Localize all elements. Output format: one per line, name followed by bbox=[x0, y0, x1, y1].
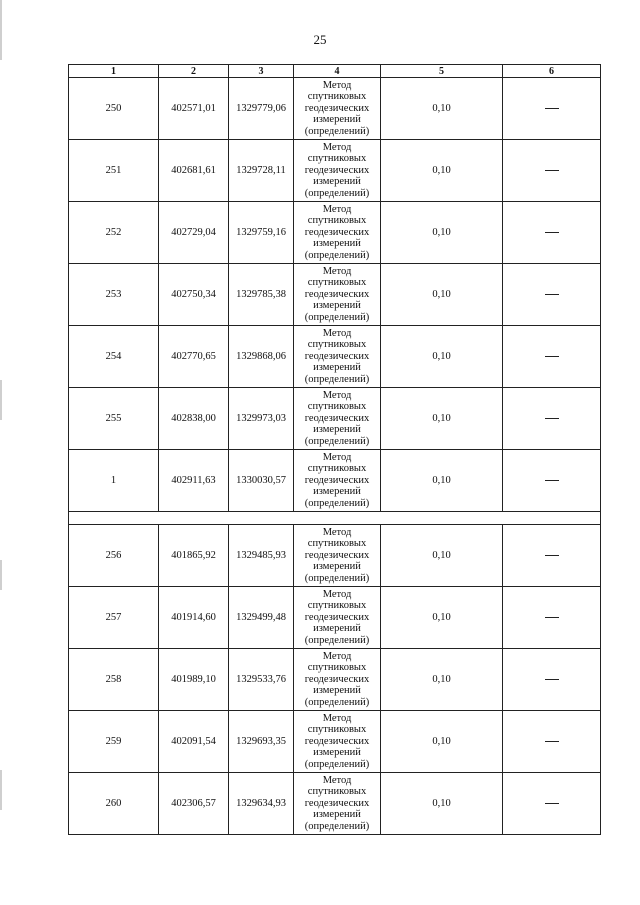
x-coordinate-cell: 402571,01 bbox=[159, 78, 229, 140]
dash-mark bbox=[545, 170, 559, 171]
table-row bbox=[69, 140, 601, 202]
note-cell bbox=[503, 525, 601, 587]
x-coordinate-cell: 402750,34 bbox=[159, 264, 229, 326]
method-cell: Метод спутниковых геодезических измерений (определений) bbox=[294, 388, 381, 450]
table-row bbox=[69, 525, 601, 587]
x-coordinate-cell: 402911,63 bbox=[159, 450, 229, 512]
point-number-cell: 250 bbox=[69, 78, 159, 140]
dash-mark bbox=[545, 418, 559, 419]
y-coordinate-cell: 1329973,03 bbox=[229, 388, 294, 450]
margin-scan-mark bbox=[0, 770, 2, 810]
column-header: 4 bbox=[294, 65, 381, 78]
y-coordinate-cell: 1329785,38 bbox=[229, 264, 294, 326]
dash-mark bbox=[545, 294, 559, 295]
y-coordinate-cell: 1329533,76 bbox=[229, 649, 294, 711]
point-number-cell: 255 bbox=[69, 388, 159, 450]
method-cell: Метод спутниковых геодезических измерений (определений) bbox=[294, 78, 381, 140]
method-cell: Метод спутниковых геодезических измерений (определений) bbox=[294, 140, 381, 202]
table-row bbox=[69, 450, 601, 512]
note-cell bbox=[503, 388, 601, 450]
y-coordinate-cell: 1329693,35 bbox=[229, 711, 294, 773]
dash-mark bbox=[545, 555, 559, 556]
note-cell bbox=[503, 264, 601, 326]
accuracy-cell: 0,10 bbox=[381, 388, 503, 450]
point-number-cell: 251 bbox=[69, 140, 159, 202]
y-coordinate-cell: 1329485,93 bbox=[229, 525, 294, 587]
table-header-row bbox=[69, 65, 601, 78]
table-row bbox=[69, 649, 601, 711]
note-cell bbox=[503, 202, 601, 264]
table-row bbox=[69, 264, 601, 326]
accuracy-cell: 0,10 bbox=[381, 587, 503, 649]
column-header: 1 bbox=[69, 65, 159, 78]
method-cell: Метод спутниковых геодезических измерений (определений) bbox=[294, 326, 381, 388]
point-number-cell: 253 bbox=[69, 264, 159, 326]
coordinates-table bbox=[68, 64, 601, 835]
group-separator-row bbox=[69, 512, 601, 525]
column-header: 5 bbox=[381, 65, 503, 78]
point-number-cell: 258 bbox=[69, 649, 159, 711]
accuracy-cell: 0,10 bbox=[381, 649, 503, 711]
accuracy-cell: 0,10 bbox=[381, 525, 503, 587]
dash-mark bbox=[545, 108, 559, 109]
note-cell bbox=[503, 587, 601, 649]
note-cell bbox=[503, 711, 601, 773]
dash-mark bbox=[545, 356, 559, 357]
accuracy-cell: 0,10 bbox=[381, 326, 503, 388]
note-cell bbox=[503, 649, 601, 711]
note-cell bbox=[503, 326, 601, 388]
y-coordinate-cell: 1329868,06 bbox=[229, 326, 294, 388]
page-number: 25 bbox=[313, 32, 327, 47]
margin-scan-mark bbox=[0, 380, 2, 420]
dash-mark bbox=[545, 232, 559, 233]
accuracy-cell: 0,10 bbox=[381, 202, 503, 264]
table-row bbox=[69, 202, 601, 264]
table-row bbox=[69, 78, 601, 140]
method-cell: Метод спутниковых геодезических измерений (определений) bbox=[294, 649, 381, 711]
note-cell bbox=[503, 773, 601, 835]
x-coordinate-cell: 401865,92 bbox=[159, 525, 229, 587]
y-coordinate-cell: 1329499,48 bbox=[229, 587, 294, 649]
table-row bbox=[69, 711, 601, 773]
group-separator-cell bbox=[69, 512, 601, 525]
dash-mark bbox=[545, 617, 559, 618]
note-cell bbox=[503, 78, 601, 140]
point-number-cell: 260 bbox=[69, 773, 159, 835]
dash-mark bbox=[545, 741, 559, 742]
table-row bbox=[69, 773, 601, 835]
y-coordinate-cell: 1330030,57 bbox=[229, 450, 294, 512]
accuracy-cell: 0,10 bbox=[381, 450, 503, 512]
accuracy-cell: 0,10 bbox=[381, 264, 503, 326]
y-coordinate-cell: 1329634,93 bbox=[229, 773, 294, 835]
x-coordinate-cell: 401914,60 bbox=[159, 587, 229, 649]
x-coordinate-cell: 402770,65 bbox=[159, 326, 229, 388]
table-row bbox=[69, 326, 601, 388]
dash-mark bbox=[545, 679, 559, 680]
x-coordinate-cell: 401989,10 bbox=[159, 649, 229, 711]
method-cell: Метод спутниковых геодезических измерений (определений) bbox=[294, 202, 381, 264]
margin-scan-mark bbox=[0, 560, 2, 590]
point-number-cell: 259 bbox=[69, 711, 159, 773]
x-coordinate-cell: 402091,54 bbox=[159, 711, 229, 773]
margin-scan-mark bbox=[0, 0, 2, 60]
accuracy-cell: 0,10 bbox=[381, 773, 503, 835]
x-coordinate-cell: 402306,57 bbox=[159, 773, 229, 835]
accuracy-cell: 0,10 bbox=[381, 78, 503, 140]
point-number-cell: 256 bbox=[69, 525, 159, 587]
method-cell: Метод спутниковых геодезических измерений (определений) bbox=[294, 264, 381, 326]
method-cell: Метод спутниковых геодезических измерений (определений) bbox=[294, 450, 381, 512]
accuracy-cell: 0,10 bbox=[381, 140, 503, 202]
dash-mark bbox=[545, 803, 559, 804]
column-header: 6 bbox=[503, 65, 601, 78]
table-body bbox=[69, 78, 601, 835]
column-header: 2 bbox=[159, 65, 229, 78]
y-coordinate-cell: 1329728,11 bbox=[229, 140, 294, 202]
table-row bbox=[69, 587, 601, 649]
method-cell: Метод спутниковых геодезических измерений (определений) bbox=[294, 711, 381, 773]
y-coordinate-cell: 1329779,06 bbox=[229, 78, 294, 140]
table-row bbox=[69, 388, 601, 450]
note-cell bbox=[503, 140, 601, 202]
x-coordinate-cell: 402681,61 bbox=[159, 140, 229, 202]
y-coordinate-cell: 1329759,16 bbox=[229, 202, 294, 264]
method-cell: Метод спутниковых геодезических измерений (определений) bbox=[294, 525, 381, 587]
method-cell: Метод спутниковых геодезических измерений (определений) bbox=[294, 587, 381, 649]
x-coordinate-cell: 402838,00 bbox=[159, 388, 229, 450]
accuracy-cell: 0,10 bbox=[381, 711, 503, 773]
point-number-cell: 254 bbox=[69, 326, 159, 388]
note-cell bbox=[503, 450, 601, 512]
point-number-cell: 1 bbox=[69, 450, 159, 512]
dash-mark bbox=[545, 480, 559, 481]
method-cell: Метод спутниковых геодезических измерений (определений) bbox=[294, 773, 381, 835]
x-coordinate-cell: 402729,04 bbox=[159, 202, 229, 264]
column-header: 3 bbox=[229, 65, 294, 78]
point-number-cell: 257 bbox=[69, 587, 159, 649]
point-number-cell: 252 bbox=[69, 202, 159, 264]
